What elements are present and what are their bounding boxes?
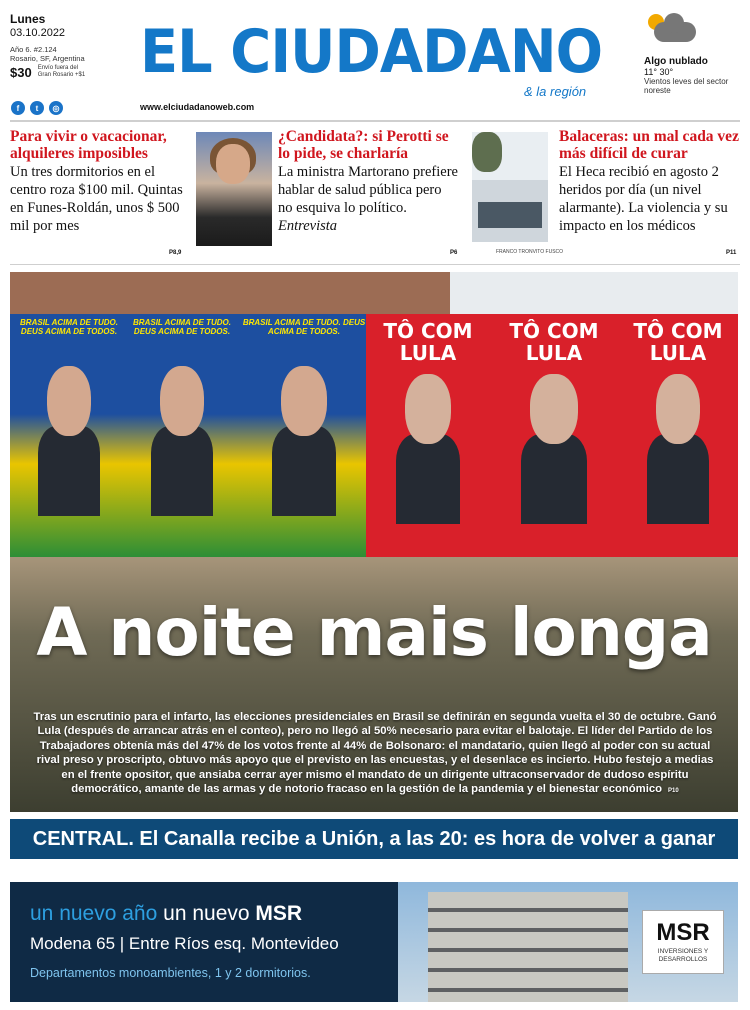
teaser-headline[interactable]: Balaceras: un mal cada vez más difícil de curar xyxy=(559,128,739,162)
teasers-row xyxy=(10,128,740,260)
teaser-candidata[interactable] xyxy=(278,128,458,235)
ad-copy xyxy=(10,882,400,1002)
edition-location: Rosario, SF, Argentina xyxy=(10,54,85,63)
sports-banner[interactable]: CENTRAL. El Canalla recibe a Unión, a las 20: es hora de volver a ganar xyxy=(10,819,738,859)
msr-logo-sub: INVERSIONES Y DESARROLLOS xyxy=(657,948,709,963)
photo-credit: FRANCO TRONVITO FUSCO xyxy=(496,249,564,255)
masthead xyxy=(0,0,750,122)
teaser-body-emphasis: Entrevista xyxy=(278,218,338,234)
teaser-headline[interactable]: ¿Candidata?: si Perotti se lo pide, se charlaría xyxy=(278,128,449,162)
instagram-icon[interactable]: ◎ xyxy=(49,101,63,115)
ad-address: Modena 65 | Entre Ríos esq. Montevideo xyxy=(30,934,339,953)
main-deck xyxy=(32,710,718,798)
flag-slogan: BRASIL ACIMA DE TUDO. DEUS ACIMA DE TODOS. xyxy=(133,318,231,336)
photo-heca-hospital xyxy=(472,132,548,242)
teaser-body xyxy=(278,163,458,235)
flag-bolsonaro xyxy=(122,314,242,564)
ad-details: Departamentos monoambientes, 1 y 2 dormitorios. xyxy=(30,966,311,980)
flag-lula xyxy=(490,314,618,564)
ad-headline xyxy=(30,902,380,926)
flag-slogan: BRASIL ACIMA DE TUDO. DEUS ACIMA DE TODOS. xyxy=(242,318,366,336)
issue-date: 03.10.2022 xyxy=(10,27,66,39)
price-row xyxy=(10,65,120,80)
divider xyxy=(10,264,740,265)
teaser-alquileres[interactable] xyxy=(10,128,186,235)
flag-slogan: TÔ COM LULA xyxy=(383,319,473,365)
flag-slogan: BRASIL ACIMA DE TUDO. DEUS ACIMA DE TODOS. xyxy=(20,318,118,336)
divider xyxy=(10,120,740,122)
partly-cloudy-icon xyxy=(644,10,700,52)
twitter-icon[interactable]: t xyxy=(30,101,44,115)
flag-lula xyxy=(366,314,490,564)
deck-page: P10 xyxy=(668,788,679,795)
flag-slogan: TÔ COM LULA xyxy=(633,319,723,365)
social-links xyxy=(11,101,63,115)
teaser-balaceras[interactable] xyxy=(559,128,740,235)
teaser-body-text: La ministra Martorano prefiere hablar de salud pública pero no esquiva lo político. xyxy=(278,164,458,216)
weather-label: Algo nublado xyxy=(644,56,708,67)
ad-headline-brand: MSR xyxy=(255,902,303,925)
edition-info xyxy=(10,45,120,63)
teaser-headline[interactable]: Para vivir o vacacionar, alquileres imposibles xyxy=(10,128,167,162)
weather-widget xyxy=(644,10,744,95)
flag-slogan: TÔ COM LULA xyxy=(509,319,599,365)
main-deck-text: Tras un escrutinio para el infarto, las elecciones presidenciales en Brasil se definirán en segunda vuelta el 30 de octubre. Ganó Lula (después de arrancar atrás en el conteo), pero no llegó al 50% necesario para evitar el balotaje. El líder del Partido de los Trabajadores obtenía más del 47% de los votos frente al 44% de Bolsonaro: el mandatario, quien llegó al poder con su actual rival preso y proscripto, obtuvo más apoyo que el previsto en las encuestas, y el desenlace es incierto. Hubo festejo a medias en el frente opositor, que ansiaba cerrar ayer mismo el mandato de un dirigente ultraconservador de dudoso espíritu democrático, amante de las armas y de notorio fracaso en la gestión de la pandemia y el bienestar económico xyxy=(33,711,717,796)
teaser-body: El Heca recibió en agosto 2 heridos por día (un nivel alarmante). La violencia y su impacto en los médicos xyxy=(559,164,728,234)
weather-temp: 11° 30° xyxy=(644,67,674,77)
ad-headline-part: un nuevo año xyxy=(30,902,158,925)
tagline: & la región xyxy=(524,84,587,99)
weather-note: Vientos leves del sector noreste xyxy=(644,77,729,95)
teaser-page: P8,9 xyxy=(169,250,182,256)
main-photo-flags[interactable] xyxy=(10,272,738,812)
website-link[interactable]: www.elciudadanoweb.com xyxy=(140,102,255,112)
main-headline[interactable]: A noite mais longa xyxy=(36,594,712,671)
weekday: Lunes xyxy=(10,12,46,26)
ad-headline-part: un nuevo xyxy=(163,902,250,925)
facebook-icon[interactable]: f xyxy=(11,101,25,115)
price-note: Envío fuera del Gran Rosario +$1 xyxy=(37,65,86,78)
price: $30 xyxy=(10,65,32,80)
edition-number: Año 6. #2.124 xyxy=(10,45,57,54)
advertisement-msr[interactable] xyxy=(10,882,738,1002)
teaser-page: P6 xyxy=(450,250,458,256)
flag-lula xyxy=(618,314,738,564)
ad-building-photo xyxy=(398,882,738,1002)
photo-martorano xyxy=(196,132,272,246)
flag-bolsonaro xyxy=(242,314,366,564)
teaser-body: Un tres dormitorios en el centro roza $100 mil. Quintas en Funes-Roldán, unos $ 500 mil por mes xyxy=(10,164,183,234)
msr-logo-box xyxy=(642,910,724,974)
msr-logo: MSR xyxy=(656,919,710,946)
flag-bolsonaro xyxy=(10,314,128,564)
newspaper-logo[interactable]: EL CIUDADANO xyxy=(140,17,603,87)
date-block xyxy=(10,12,120,80)
teaser-page: P11 xyxy=(726,250,737,256)
